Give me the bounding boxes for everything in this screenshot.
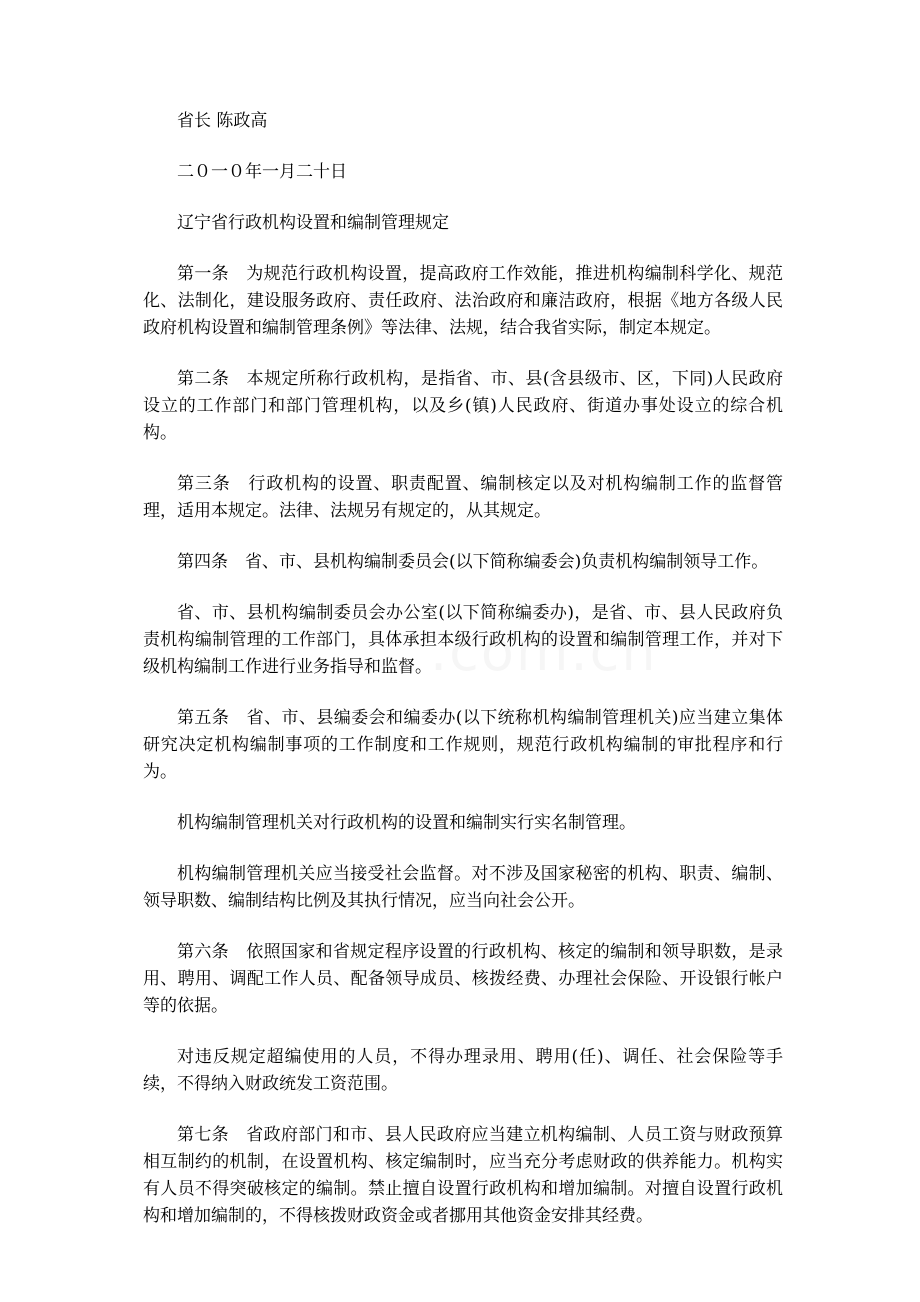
article-6-paragraph-2: 对违反规定超编使用的人员，不得办理录用、聘用(任)、调任、社会保险等手续，不得纳入财政统发工资范围。 (143, 1047, 783, 1094)
article-3: 第三条 行政机构的设置、职责配置、编制核定以及对机构编制工作的监督管理，适用本规定。法律、法规另有规定的，从其规定。 (143, 474, 783, 521)
article-7: 第七条 省政府部门和市、县人民政府应当建立机构编制、人员工资与财政预算相互制约的机制，在设置机构、核定编制时，应当充分考虑财政的供养能力。机构实有人员不得突破核定的编制。禁止擅自设置行政机构和增加编制。对擅自设置行政机构和增加编制的，不得核拨财政资金或者挪用其他资金安排其经费。 (143, 1125, 783, 1226)
document-date: 二０一０年一月二十日 (177, 162, 347, 182)
article-4-paragraph-2: 省、市、县机构编制委员会办公室(以下简称编委办)，是省、市、县人民政府负责机构编制管理的工作部门，具体承担本级行政机构的设置和编制管理工作，并对下级机构编制工作进行业务指导和监督。 (143, 603, 783, 677)
document-title: 辽宁省行政机构设置和编制管理规定 (177, 213, 449, 233)
article-5-paragraph-3: 机构编制管理机关应当接受社会监督。对不涉及国家秘密的机构、职责、编制、领导职数、编制结构比例及其执行情况，应当向社会公开。 (143, 864, 783, 911)
article-2: 第二条 本规定所称行政机构，是指省、市、县(含县级市、区，下同)人民政府设立的工作部门和部门管理机构，以及乡(镇)人民政府、街道办事处设立的综合机构。 (143, 369, 783, 443)
article-5-paragraph-2: 机构编制管理机关对行政机构的设置和编制实行实名制管理。 (177, 813, 636, 833)
article-5: 第五条 省、市、县编委会和编委办(以下统称机构编制管理机关)应当建立集体研究决定机构编制事项的工作制度和工作规则，规范行政机构编制的审批程序和行为。 (143, 708, 783, 782)
signature-title: 省长 陈政高 (177, 111, 268, 131)
article-6: 第六条 依照国家和省规定程序设置的行政机构、核定的编制和领导职数，是录用、聘用、调配工作人员、配备领导成员、核拨经费、办理社会保险、开设银行帐户等的依据。 (143, 942, 783, 1016)
document-body (143, 108, 783, 1254)
article-1: 第一条 为规范行政机构设置，提高政府工作效能，推进机构编制科学化、规范化、法制化，建设服务政府、责任政府、法治政府和廉洁政府，根据《地方各级人民政府机构设置和编制管理条例》等法律、法规，结合我省实际，制定本规定。 (143, 264, 783, 338)
article-4: 第四条 省、市、县机构编制委员会(以下简称编委会)负责机构编制领导工作。 (177, 552, 769, 572)
